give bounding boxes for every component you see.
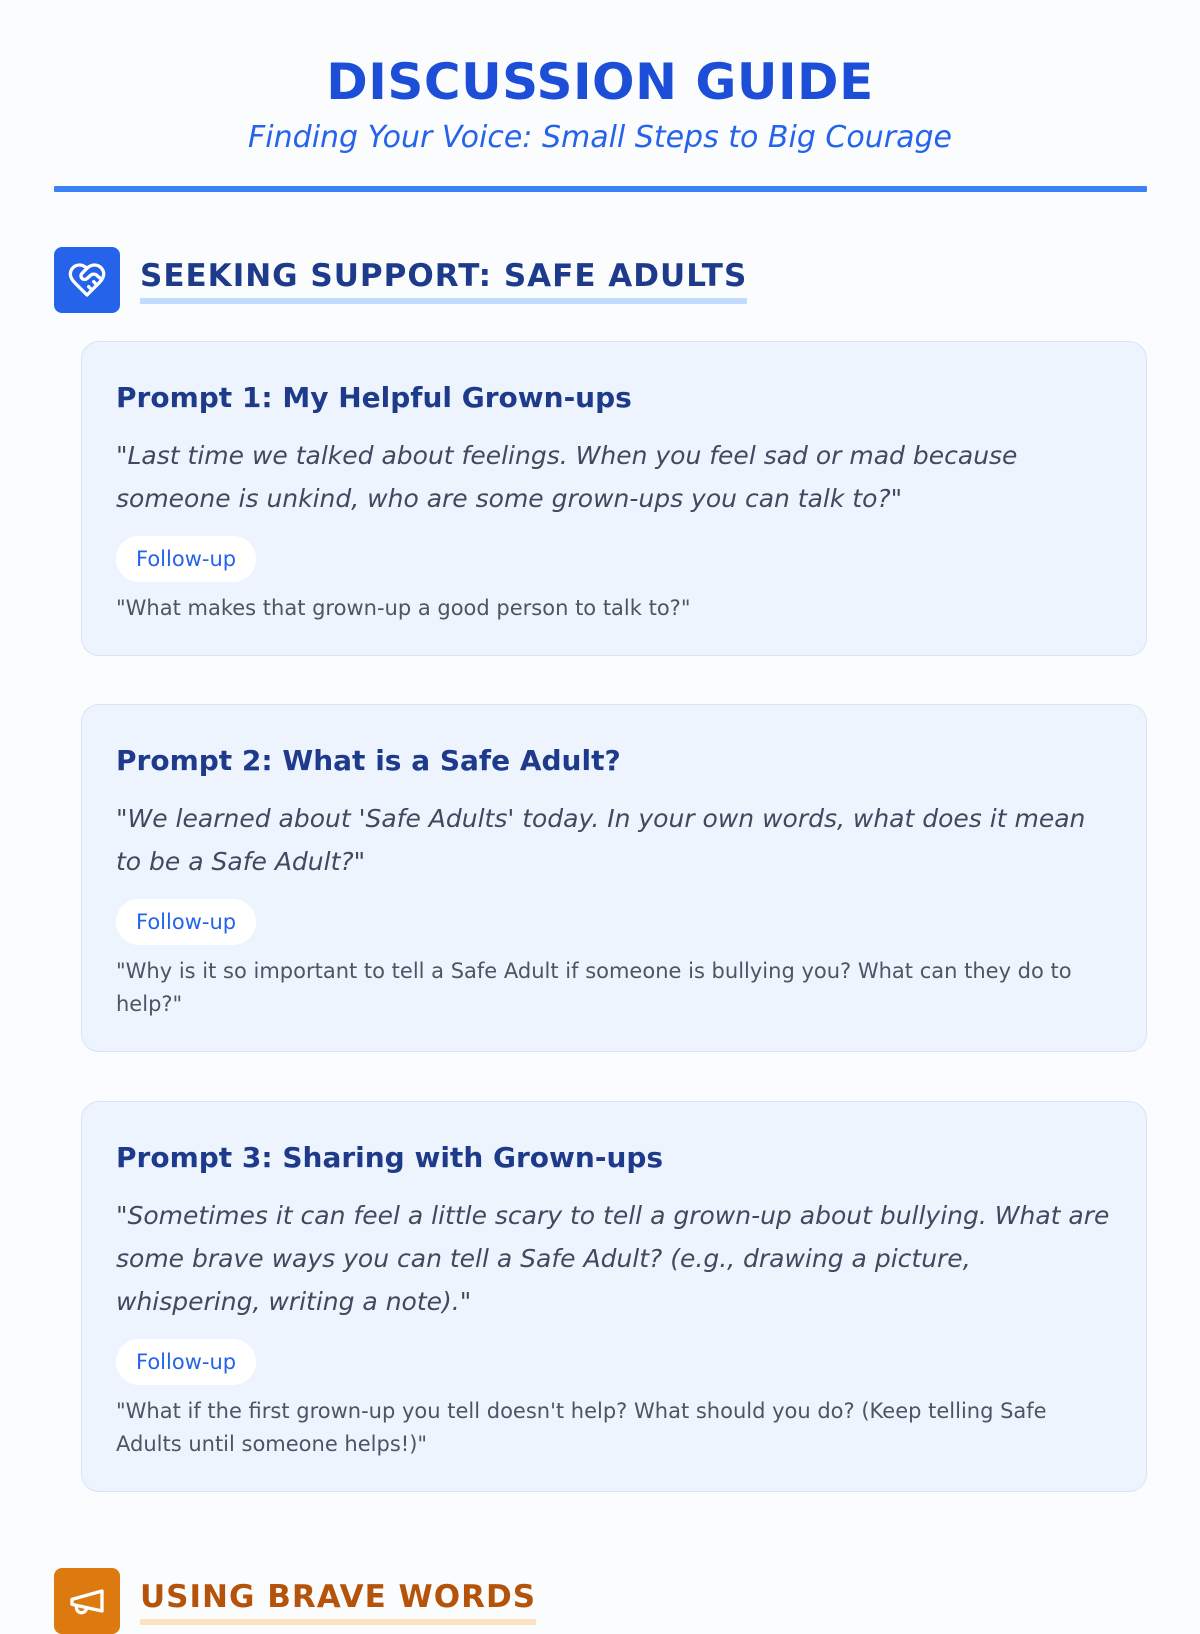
section-title: USING BRAVE WORDS — [140, 1577, 536, 1625]
header-divider — [54, 186, 1147, 192]
page-header — [0, 0, 1200, 158]
prompt-card-3 — [81, 1101, 1147, 1492]
page-title: DISCUSSION GUIDE — [326, 53, 874, 111]
followup-text: "What if the first grown-up you tell doesn't help? What should you do? (Keep telling Safe Adults until someone helps!)" — [116, 1399, 1047, 1456]
followup-badge: Follow-up — [116, 536, 256, 582]
prompt-text: "Last time we talked about feelings. When you feel sad or mad because someone is unkind, who are some grown-ups you can talk to?" — [116, 441, 1018, 513]
prompt-card-2 — [81, 704, 1147, 1052]
followup-badge: Follow-up — [116, 899, 256, 945]
section-header-safe-adults — [54, 247, 747, 313]
prompt-title: Prompt 3: Sharing with Grown-ups — [116, 1141, 664, 1174]
followup-text: "Why is it so important to tell a Safe Adult if someone is bullying you? What can they do to help?" — [116, 959, 1072, 1016]
heart-handshake-icon — [54, 247, 120, 313]
prompt-text: "Sometimes it can feel a little scary to tell a grown-up about bullying. What are some brave ways you can tell a Safe Adult? (e.g., drawing a picture, whispering, writing a note)." — [116, 1201, 1110, 1316]
section-header-brave-words — [54, 1568, 536, 1634]
prompt-text: "We learned about 'Safe Adults' today. In your own words, what does it mean to be a Safe Adult?" — [116, 804, 1086, 876]
prompt-card-1 — [81, 341, 1147, 656]
megaphone-icon — [54, 1568, 120, 1634]
section-title: SEEKING SUPPORT: SAFE ADULTS — [140, 256, 747, 304]
prompt-title: Prompt 1: My Helpful Grown-ups — [116, 381, 632, 414]
prompt-title: Prompt 2: What is a Safe Adult? — [116, 744, 621, 777]
followup-badge: Follow-up — [116, 1339, 256, 1385]
page-subtitle: Finding Your Voice: Small Steps to Big Courage — [248, 120, 952, 155]
followup-text: "What makes that grown-up a good person to talk to?" — [116, 596, 691, 620]
